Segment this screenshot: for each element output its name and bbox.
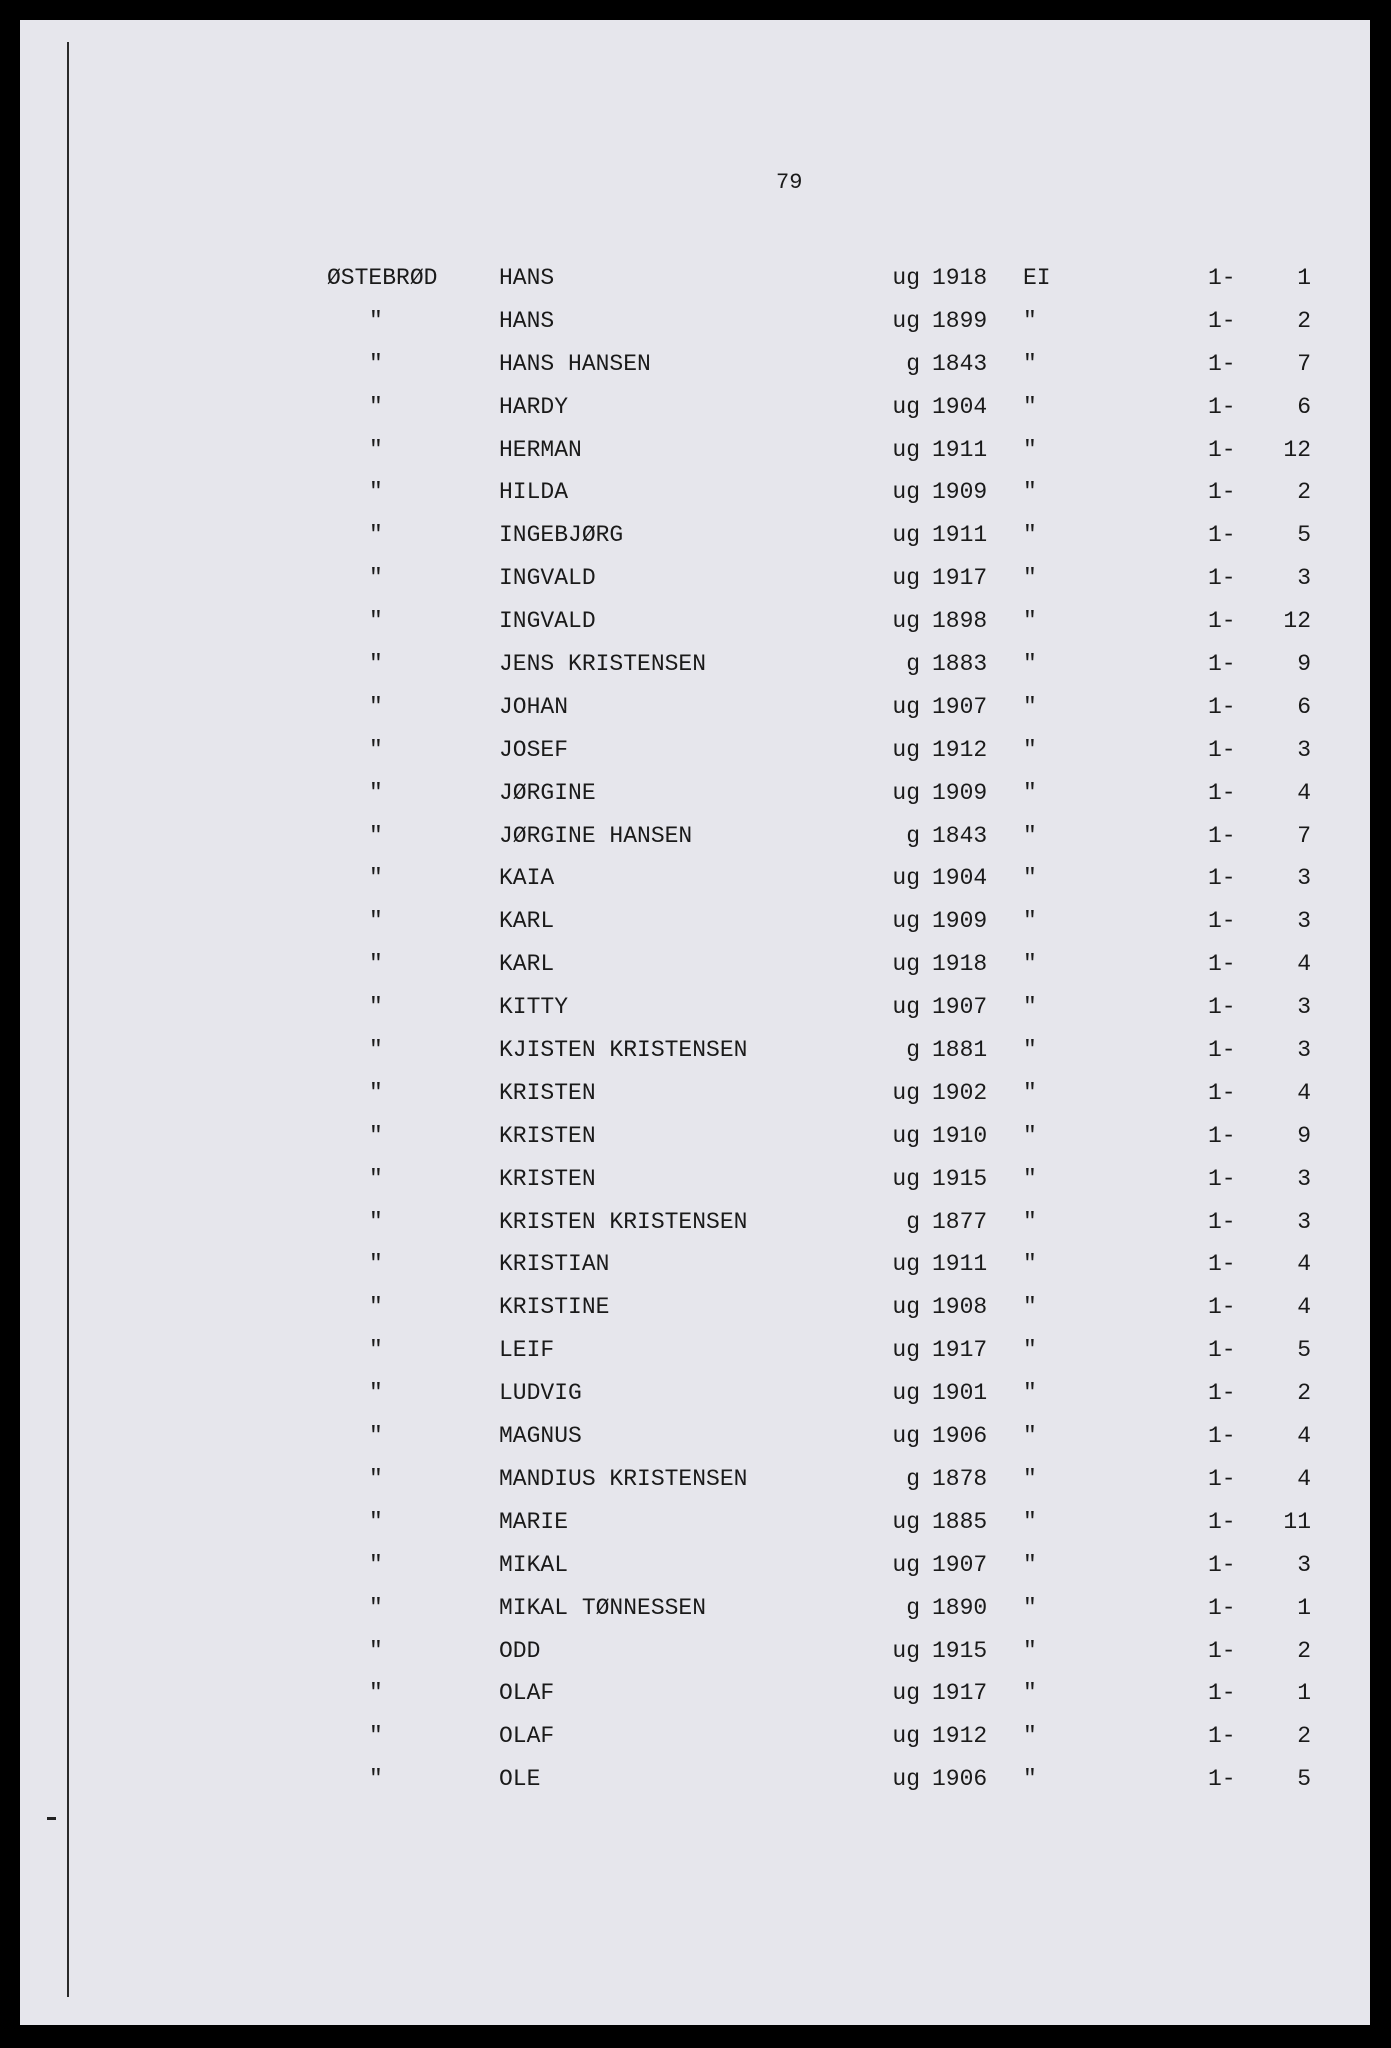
status-cell: ug [892,1423,920,1450]
note-cell: " [1023,1423,1037,1450]
number-cell: 7 [1297,350,1311,377]
year-cell: 1917 [932,565,988,592]
ref-cell: 1- [1208,265,1236,291]
name-cell: MAGNUS [499,1423,582,1450]
name-cell: KRISTIAN [499,1251,610,1278]
place-cell: " [369,1251,383,1278]
number-cell: 12 [1283,436,1311,463]
status-cell: ug [892,1337,920,1364]
name-cell: KITTY [499,994,569,1021]
status-cell: g [906,1208,920,1235]
status-cell: ug [892,1508,920,1535]
number-cell: 1 [1297,265,1311,291]
place-cell: " [369,1594,383,1621]
place-cell: " [369,1037,383,1064]
number-cell: 4 [1297,951,1311,978]
number-cell: 4 [1297,1079,1311,1106]
note-cell: " [1023,779,1037,806]
status-cell: ug [892,608,920,635]
name-cell: HILDA [499,479,569,506]
ref-cell: 1- [1208,565,1236,592]
status-cell: ug [892,779,920,806]
status-cell: ug [892,1723,920,1750]
register-row [20,1080,1370,1123]
year-cell: 1904 [932,865,988,892]
place-cell: " [369,1637,383,1664]
name-cell: MIKAL TØNNESSEN [499,1594,707,1621]
year-cell: 1911 [932,436,988,463]
register-row [20,1723,1370,1766]
number-cell: 5 [1297,1766,1311,1793]
status-cell: ug [892,994,920,1021]
status-cell: ug [892,865,920,892]
number-cell: 4 [1297,1294,1311,1321]
register-row [20,1509,1370,1552]
place-cell: " [369,1423,383,1450]
place-cell: ØSTEBRØD [327,265,438,291]
number-cell: 3 [1297,565,1311,592]
name-cell: JENS KRISTENSEN [499,651,707,678]
note-cell: " [1023,1594,1037,1621]
note-cell: " [1023,1165,1037,1192]
note-cell: " [1023,565,1037,592]
place-cell: " [369,736,383,763]
ref-cell: 1- [1208,1551,1236,1578]
number-cell: 3 [1297,1208,1311,1235]
ref-cell: 1- [1208,1508,1236,1535]
note-cell: " [1023,1637,1037,1664]
place-cell: " [369,1079,383,1106]
number-cell: 1 [1297,1680,1311,1707]
register-row [20,522,1370,565]
status-cell: g [906,1037,920,1064]
note-cell: " [1023,651,1037,678]
ref-cell: 1- [1208,651,1236,678]
status-cell: g [906,822,920,849]
name-cell: HANS HANSEN [499,350,651,377]
note-cell: " [1023,1337,1037,1364]
name-cell: KARL [499,908,555,935]
name-cell: LUDVIG [499,1380,582,1407]
margin-tick-mark [47,1817,56,1820]
register-row [20,394,1370,437]
register-row [20,780,1370,823]
year-cell: 1899 [932,307,988,334]
year-cell: 1909 [932,779,988,806]
status-cell: ug [892,307,920,334]
number-cell: 3 [1297,736,1311,763]
place-cell: " [369,908,383,935]
number-cell: 4 [1297,1423,1311,1450]
status-cell: ug [892,1251,920,1278]
register-row [20,1595,1370,1638]
number-cell: 2 [1297,307,1311,334]
status-cell: g [906,1465,920,1492]
number-cell: 2 [1297,1380,1311,1407]
place-cell: " [369,307,383,334]
number-cell: 5 [1297,1337,1311,1364]
register-list [20,265,1370,1809]
number-cell: 3 [1297,994,1311,1021]
number-cell: 2 [1297,479,1311,506]
status-cell: ug [892,522,920,549]
year-cell: 1902 [932,1079,988,1106]
name-cell: OLE [499,1766,541,1793]
place-cell: " [369,1208,383,1235]
status-cell: g [906,350,920,377]
name-cell: KAIA [499,865,555,892]
ref-cell: 1- [1208,1680,1236,1707]
register-row [20,1466,1370,1509]
year-cell: 1915 [932,1637,988,1664]
place-cell: " [369,436,383,463]
note-cell: " [1023,393,1037,420]
name-cell: KRISTEN [499,1165,596,1192]
register-row [20,308,1370,351]
note-cell: " [1023,522,1037,549]
note-cell: " [1023,1723,1037,1750]
ref-cell: 1- [1208,908,1236,935]
name-cell: MARIE [499,1508,569,1535]
register-row [20,608,1370,651]
year-cell: 1907 [932,693,988,720]
year-cell: 1915 [932,1165,988,1192]
note-cell: " [1023,608,1037,635]
year-cell: 1881 [932,1037,988,1064]
number-cell: 6 [1297,693,1311,720]
status-cell: ug [892,1122,920,1149]
note-cell: " [1023,307,1037,334]
name-cell: OLAF [499,1723,555,1750]
year-cell: 1918 [932,265,988,291]
number-cell: 7 [1297,822,1311,849]
year-cell: 1883 [932,651,988,678]
note-cell: " [1023,951,1037,978]
ref-cell: 1- [1208,994,1236,1021]
ref-cell: 1- [1208,436,1236,463]
name-cell: HANS [499,307,555,334]
register-row [20,437,1370,480]
year-cell: 1907 [932,994,988,1021]
status-cell: ug [892,1294,920,1321]
year-cell: 1906 [932,1423,988,1450]
document-page [20,20,1370,2025]
status-cell: ug [892,265,920,291]
note-cell: " [1023,1251,1037,1278]
year-cell: 1843 [932,822,988,849]
ref-cell: 1- [1208,1294,1236,1321]
place-cell: " [369,1465,383,1492]
note-cell: " [1023,1508,1037,1535]
register-row [20,1251,1370,1294]
status-cell: ug [892,1637,920,1664]
year-cell: 1917 [932,1680,988,1707]
place-cell: " [369,565,383,592]
status-cell: ug [892,1165,920,1192]
number-cell: 2 [1297,1637,1311,1664]
place-cell: " [369,479,383,506]
ref-cell: 1- [1208,822,1236,849]
number-cell: 11 [1283,1508,1311,1535]
ref-cell: 1- [1208,1037,1236,1064]
name-cell: OLAF [499,1680,555,1707]
number-cell: 1 [1297,1594,1311,1621]
note-cell: " [1023,1208,1037,1235]
number-cell: 6 [1297,393,1311,420]
year-cell: 1910 [932,1122,988,1149]
note-cell: EI [1023,265,1051,291]
note-cell: " [1023,1551,1037,1578]
ref-cell: 1- [1208,693,1236,720]
ref-cell: 1- [1208,779,1236,806]
year-cell: 1890 [932,1594,988,1621]
name-cell: KRISTEN [499,1122,596,1149]
year-cell: 1904 [932,393,988,420]
year-cell: 1907 [932,1551,988,1578]
name-cell: MIKAL [499,1551,569,1578]
name-cell: HERMAN [499,436,582,463]
name-cell: JØRGINE HANSEN [499,822,693,849]
place-cell: " [369,951,383,978]
note-cell: " [1023,994,1037,1021]
note-cell: " [1023,693,1037,720]
status-cell: ug [892,565,920,592]
place-cell: " [369,779,383,806]
place-cell: " [369,1165,383,1192]
number-cell: 9 [1297,1122,1311,1149]
place-cell: " [369,1551,383,1578]
number-cell: 5 [1297,522,1311,549]
year-cell: 1909 [932,479,988,506]
ref-cell: 1- [1208,1208,1236,1235]
place-cell: " [369,1723,383,1750]
place-cell: " [369,651,383,678]
status-cell: g [906,1594,920,1621]
name-cell: KRISTEN [499,1079,596,1106]
year-cell: 1917 [932,1337,988,1364]
status-cell: g [906,651,920,678]
name-cell: KRISTEN KRISTENSEN [499,1208,748,1235]
note-cell: " [1023,1122,1037,1149]
register-row [20,265,1370,308]
year-cell: 1877 [932,1208,988,1235]
number-cell: 3 [1297,1165,1311,1192]
page-number: 79 [776,170,803,195]
place-cell: " [369,522,383,549]
year-cell: 1911 [932,1251,988,1278]
place-cell: " [369,608,383,635]
register-row [20,908,1370,951]
ref-cell: 1- [1208,1423,1236,1450]
name-cell: JOHAN [499,693,569,720]
note-cell: " [1023,479,1037,506]
place-cell: " [369,1337,383,1364]
place-cell: " [369,865,383,892]
note-cell: " [1023,1680,1037,1707]
status-cell: ug [892,951,920,978]
status-cell: ug [892,736,920,763]
place-cell: " [369,1680,383,1707]
place-cell: " [369,1294,383,1321]
register-row [20,1680,1370,1723]
name-cell: ODD [499,1637,541,1664]
register-row [20,823,1370,866]
note-cell: " [1023,822,1037,849]
ref-cell: 1- [1208,1723,1236,1750]
place-cell: " [369,1508,383,1535]
ref-cell: 1- [1208,1079,1236,1106]
ref-cell: 1- [1208,1465,1236,1492]
register-row [20,1294,1370,1337]
year-cell: 1908 [932,1294,988,1321]
place-cell: " [369,822,383,849]
year-cell: 1901 [932,1380,988,1407]
status-cell: ug [892,1680,920,1707]
place-cell: " [369,1380,383,1407]
register-row [20,351,1370,394]
register-row [20,651,1370,694]
ref-cell: 1- [1208,736,1236,763]
register-row [20,1380,1370,1423]
note-cell: " [1023,908,1037,935]
year-cell: 1898 [932,608,988,635]
place-cell: " [369,1766,383,1793]
name-cell: HARDY [499,393,569,420]
number-cell: 3 [1297,1551,1311,1578]
status-cell: ug [892,436,920,463]
status-cell: ug [892,1079,920,1106]
number-cell: 4 [1297,779,1311,806]
year-cell: 1918 [932,951,988,978]
name-cell: INGVALD [499,565,596,592]
register-row [20,1552,1370,1595]
note-cell: " [1023,1294,1037,1321]
ref-cell: 1- [1208,1122,1236,1149]
register-row [20,1123,1370,1166]
number-cell: 3 [1297,1037,1311,1064]
ref-cell: 1- [1208,1766,1236,1793]
name-cell: LEIF [499,1337,555,1364]
name-cell: HANS [499,265,555,291]
number-cell: 3 [1297,908,1311,935]
name-cell: KARL [499,951,555,978]
register-row [20,479,1370,522]
note-cell: " [1023,1766,1037,1793]
ref-cell: 1- [1208,1637,1236,1664]
ref-cell: 1- [1208,865,1236,892]
register-row [20,1766,1370,1809]
ref-cell: 1- [1208,1380,1236,1407]
place-cell: " [369,693,383,720]
year-cell: 1909 [932,908,988,935]
number-cell: 9 [1297,651,1311,678]
place-cell: " [369,1122,383,1149]
status-cell: ug [892,393,920,420]
year-cell: 1912 [932,736,988,763]
ref-cell: 1- [1208,522,1236,549]
place-cell: " [369,350,383,377]
ref-cell: 1- [1208,1251,1236,1278]
number-cell: 12 [1283,608,1311,635]
register-row [20,1166,1370,1209]
year-cell: 1878 [932,1465,988,1492]
place-cell: " [369,393,383,420]
name-cell: INGEBJØRG [499,522,624,549]
register-row [20,737,1370,780]
number-cell: 4 [1297,1251,1311,1278]
status-cell: ug [892,479,920,506]
note-cell: " [1023,1380,1037,1407]
ref-cell: 1- [1208,350,1236,377]
ref-cell: 1- [1208,1337,1236,1364]
year-cell: 1885 [932,1508,988,1535]
year-cell: 1911 [932,522,988,549]
register-row [20,694,1370,737]
status-cell: ug [892,1380,920,1407]
note-cell: " [1023,1037,1037,1064]
year-cell: 1912 [932,1723,988,1750]
ref-cell: 1- [1208,393,1236,420]
name-cell: MANDIUS KRISTENSEN [499,1465,748,1492]
year-cell: 1843 [932,350,988,377]
place-cell: " [369,994,383,1021]
register-row [20,1337,1370,1380]
note-cell: " [1023,350,1037,377]
year-cell: 1906 [932,1766,988,1793]
ref-cell: 1- [1208,307,1236,334]
register-row [20,1423,1370,1466]
ref-cell: 1- [1208,479,1236,506]
note-cell: " [1023,865,1037,892]
status-cell: ug [892,693,920,720]
name-cell: JOSEF [499,736,569,763]
note-cell: " [1023,1079,1037,1106]
note-cell: " [1023,736,1037,763]
status-cell: ug [892,908,920,935]
number-cell: 4 [1297,1465,1311,1492]
register-row [20,1638,1370,1681]
name-cell: KJISTEN KRISTENSEN [499,1037,748,1064]
number-cell: 2 [1297,1723,1311,1750]
status-cell: ug [892,1766,920,1793]
ref-cell: 1- [1208,1165,1236,1192]
register-row [20,1037,1370,1080]
note-cell: " [1023,436,1037,463]
ref-cell: 1- [1208,608,1236,635]
register-row [20,994,1370,1037]
name-cell: INGVALD [499,608,596,635]
note-cell: " [1023,1465,1037,1492]
name-cell: JØRGINE [499,779,596,806]
name-cell: KRISTINE [499,1294,610,1321]
register-row [20,865,1370,908]
register-row [20,565,1370,608]
status-cell: ug [892,1551,920,1578]
register-row [20,1209,1370,1252]
number-cell: 3 [1297,865,1311,892]
register-row [20,951,1370,994]
ref-cell: 1- [1208,1594,1236,1621]
ref-cell: 1- [1208,951,1236,978]
